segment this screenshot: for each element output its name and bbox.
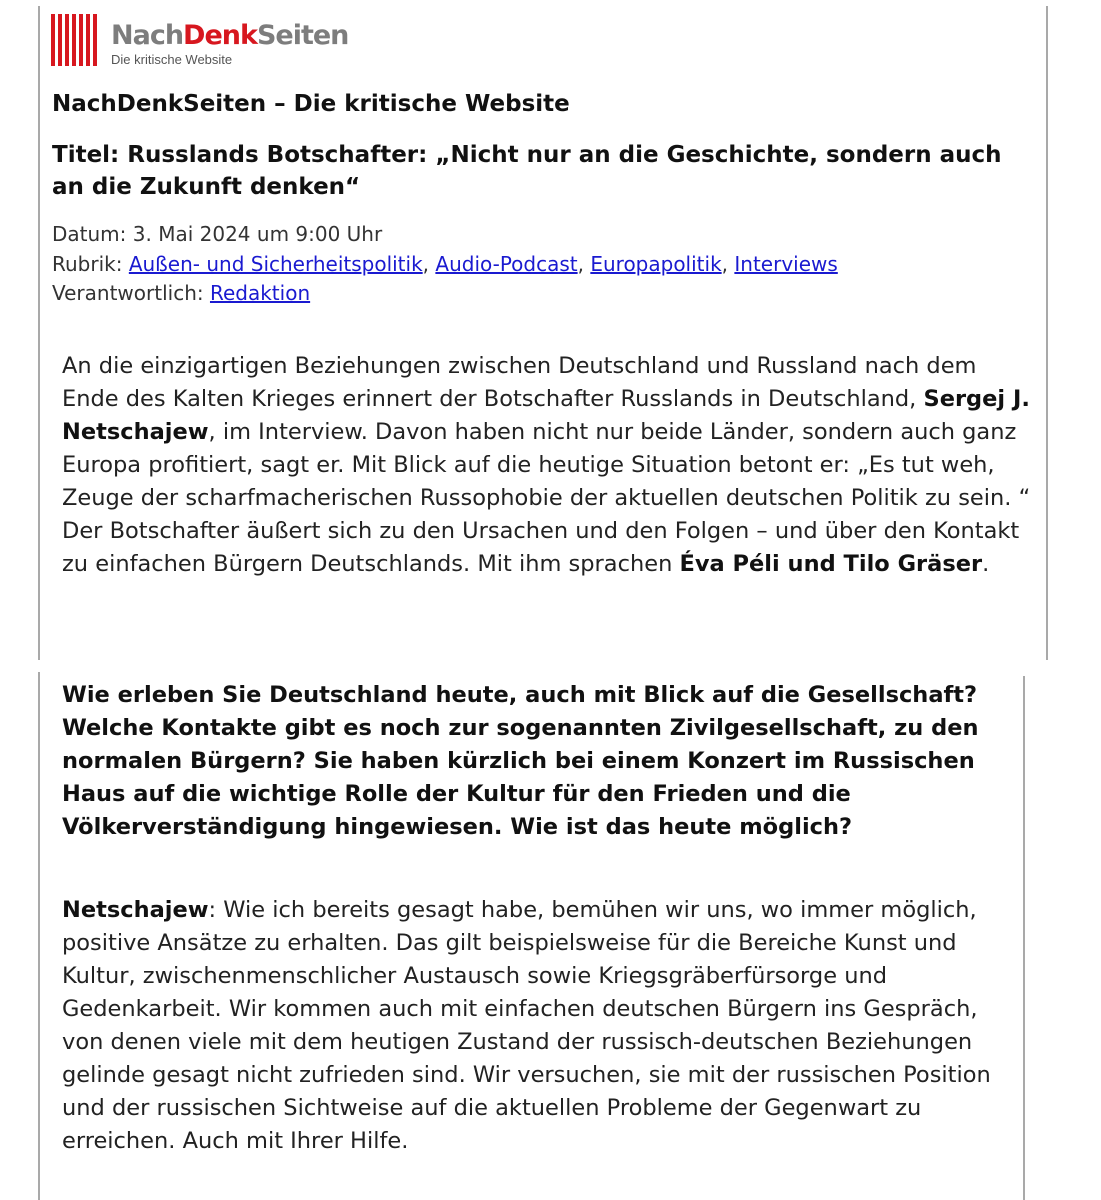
panel-border-right — [1046, 6, 1048, 660]
category-link[interactable]: Europapolitik — [590, 251, 722, 276]
category-link[interactable]: Außen- und Sicherheitspolitik — [128, 251, 423, 276]
logo-tagline: Die kritische Website — [111, 52, 233, 67]
category-link[interactable]: Interviews — [734, 251, 838, 276]
panel-border-right — [1023, 676, 1025, 1200]
site-logo[interactable] — [51, 14, 348, 68]
article-title: Titel: Russlands Botschafter: „Nicht nur an die Geschichte, sondern auch an die Zukunft denken“ — [52, 142, 1002, 200]
meta-rubrik: Rubrik: Außen- und Sicherheitspolitik, Audio-Podcast, Europapolitik, Interviews — [52, 251, 838, 276]
site-title: NachDenkSeiten – Die kritische Website — [52, 91, 570, 117]
article-meta — [52, 220, 838, 309]
panel-border-left — [38, 672, 40, 1200]
meta-date: Datum: 3. Mai 2024 um 9:00 Uhr — [52, 222, 383, 246]
interviewee-name: Sergej J. Netschajew — [62, 386, 1030, 445]
logo-text — [111, 21, 348, 68]
interview-answer — [62, 894, 1022, 1158]
logo-bars-icon — [51, 14, 102, 66]
article-lead: An die einzigartigen Beziehungen zwischen Deutschland und Russland nach dem Ende des Kalten Krieges erinnert der Botschafter Russlands in Deutschland, Sergej J. Netschajew, im Interview. Davon haben nicht nur beide Länder, sondern auch ganz Europa profitiert, sagt er. Mit Blick auf die heutige Situation betont er: „Es tut weh, Zeuge der scharfmacherischen Russophobie der aktuellen deutschen Politik zu sein. “ Der Botschafter äußert sich zu den Ursachen und den Folgen – und über den Kontakt zu einfachen Bürgern Deutschlands. Mit ihm sprachen Éva Péli und Tilo Gräser. — [62, 353, 1031, 577]
date-value: 3. Mai 2024 um 9:00 Uhr — [132, 222, 383, 246]
interviewer-names: Éva Péli und Tilo Gräser — [679, 551, 983, 577]
answer-speaker: Netschajew — [62, 897, 209, 923]
answer-text: : Wie ich bereits gesagt habe, bemühen wir uns, wo immer möglich, positive Ansätze zu erhalten. Das gilt beispielsweise für die Bereiche Kunst und Kultur, zwischenmenschlicher Austausch sowie Kriegsgräberfürsorge und Gedenkarbeit. Wir kommen auch mit einfachen deutschen Bürgern ins Gespräch, von denen viele mit dem heutigen Zustand der russisch-deutschen Beziehungen gelinde gesagt nicht zufrieden sind. Wir versuchen, sie mit der russischen Position und der russischen Sichtweise auf die aktuellen Probleme der Gegenwart zu erreichen. Auch mit Ihrer Hilfe. — [62, 897, 991, 1154]
interview-question: Wie erleben Sie Deutschland heute, auch mit Blick auf die Gesellschaft? Welche Kontakte gibt es noch zur sogenannten Zivilgesellschaft, zu den normalen Bürgern? Sie haben kürzlich bei einem Konzert im Russischen Haus auf die wichtige Rolle der Kultur für den Frieden und die Völkerverständigung hingewiesen. Wie ist das heute möglich? — [62, 682, 979, 840]
meta-responsible: Verantwortlich: Redaktion — [52, 281, 311, 305]
interview-panel — [38, 672, 1028, 1200]
responsible-link[interactable]: Redaktion — [209, 281, 311, 305]
article-header-panel — [38, 0, 1048, 660]
category-link[interactable]: Audio-Podcast — [435, 251, 578, 276]
panel-border-left — [38, 6, 40, 660]
logo-wordmark: NachDenkSeiten — [111, 20, 349, 51]
